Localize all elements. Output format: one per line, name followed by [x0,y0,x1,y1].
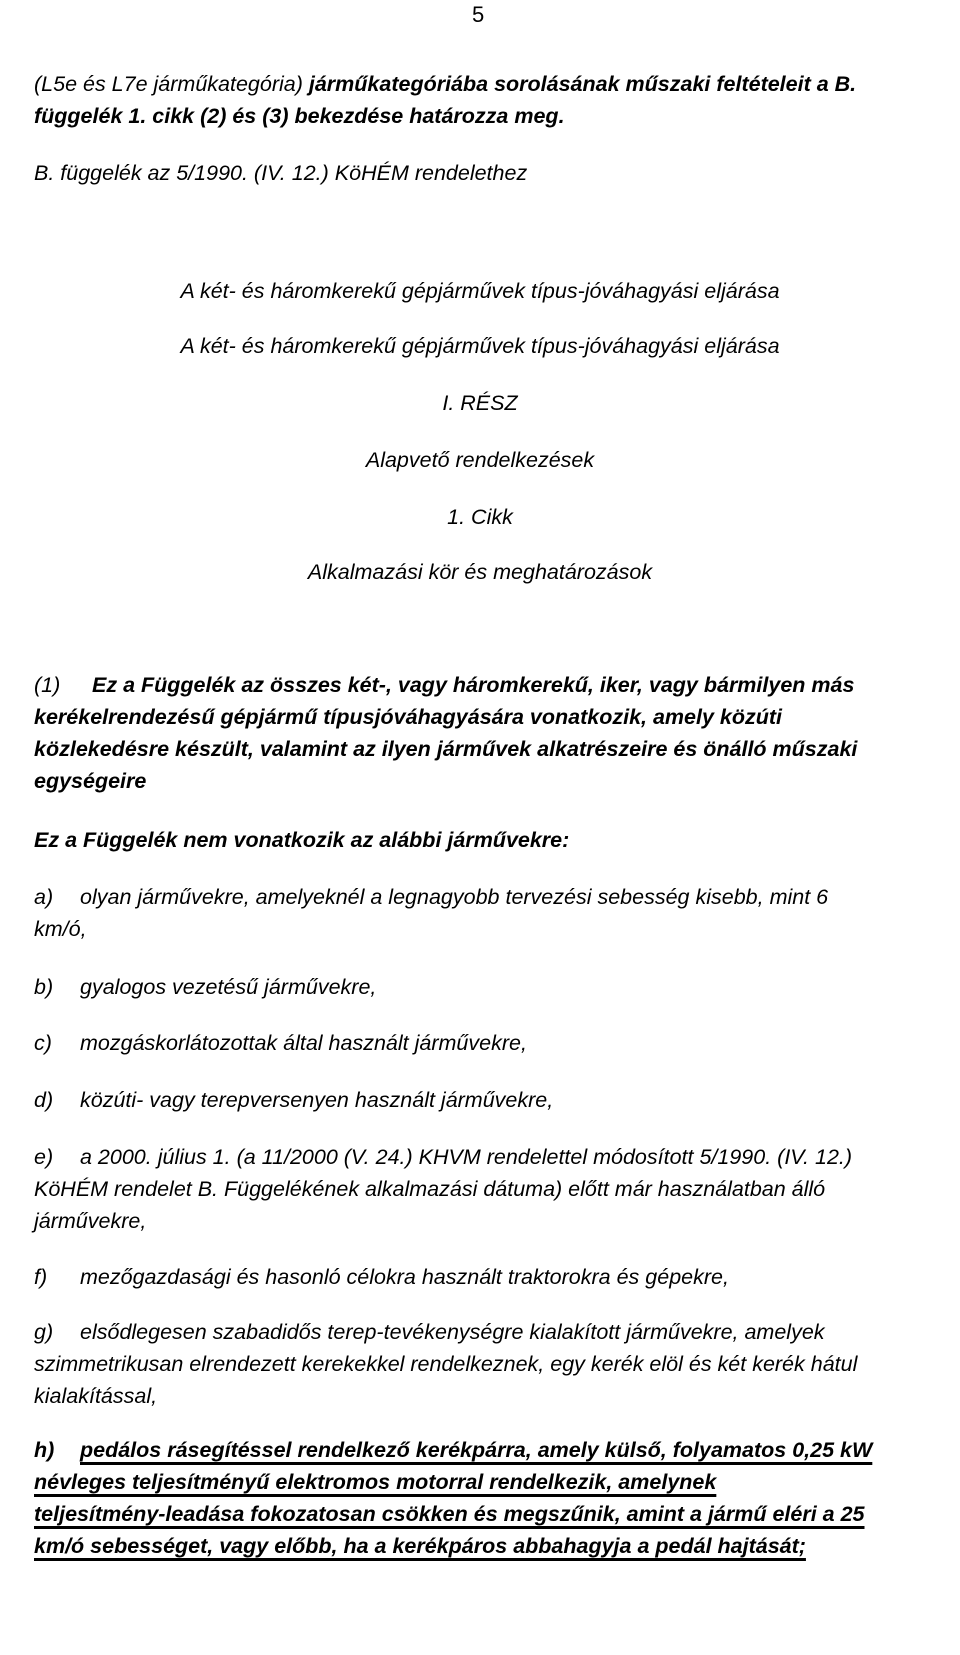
item-g-line-1 [34,1322,825,1344]
item-h-line-1 [34,1440,872,1462]
para-1-line-4: egységeire [34,769,147,793]
item-g-line-3: kialakítással, [34,1384,158,1408]
item-f-label: f) [34,1265,48,1289]
item-h-line-3: teljesítmény-leadása fokozatosan csökken és megszűnik, amint a jármű eléri a 25 [34,1502,865,1526]
intro-line-2: függelék 1. cikk (2) és (3) bekezdése határozza meg. [34,104,565,128]
page-number: 5 [472,2,485,27]
item-a-line-2: km/ó, [34,917,87,941]
item-e-line-3: járművekre, [34,1209,147,1233]
item-c-label: c) [34,1031,52,1055]
item-b-label: b) [34,975,54,999]
article-title: Alkalmazási kör és meghatározások [307,560,653,584]
item-c [34,1033,527,1055]
exclusion-intro: Ez a Függelék nem vonatkozik az alábbi járművekre: [34,828,570,852]
item-d [34,1090,553,1112]
item-d-text: közúti- vagy terepversenyen használt járművekre, [80,1088,554,1112]
item-b [34,977,376,999]
article-heading: 1. Cikk [447,505,513,529]
heading-1: A két- és háromkerekű gépjárművek típus-jóváhagyási eljárása [180,279,780,303]
item-g-line-2: szimmetrikusan elrendezett kerekekkel rendelkeznek, egy kerék elöl és két kerék hátul [34,1352,858,1376]
para-1-line-3: közlekedésre készült, valamint az ilyen járművek alkatrészeire és önálló műszaki [34,737,858,761]
item-e-line-1 [34,1147,852,1169]
item-e-label: e) [34,1145,54,1169]
item-g-text: elsődlegesen szabadidős terep-tevékenységre kialakított járművekre, amelyek [80,1320,825,1344]
item-h-line-2: névleges teljesítményű elektromos motorral rendelkezik, amelynek [34,1470,717,1494]
item-b-text: gyalogos vezetésű járművekre, [80,975,377,999]
intro-line-1 [34,74,856,96]
item-h-text: pedálos rásegítéssel rendelkező kerékpárra, amely külső, folyamatos 0,25 kW [80,1438,873,1462]
para-1-text: Ez a Függelék az összes két-, vagy háromkerekű, iker, vagy bármilyen más [92,673,855,697]
item-e-text: a 2000. július 1. (a 11/2000 (V. 24.) KHVM rendelettel módosított 5/1990. (IV. 12.) [80,1145,853,1169]
item-h-label: h) [34,1438,55,1462]
item-c-text: mozgáskorlátozottak által használt járművekre, [80,1031,527,1055]
item-f [34,1267,729,1289]
para-1-line-2: kerékelrendezésű gépjármű típusjóváhagyására vonatkozik, amely közúti [34,705,783,729]
intro-plain-text: (L5e és L7e járműkategória) [34,72,309,96]
heading-2: A két- és háromkerekű gépjárművek típus-jóváhagyási eljárása [180,334,780,358]
para-1-label: (1) [34,673,61,697]
appendix-reference: B. függelék az 5/1990. (IV. 12.) KöHÉM rendelethez [34,161,528,185]
item-a-line-1 [34,887,828,909]
item-a-text: olyan járművekre, amelyeknél a legnagyobb tervezési sebesség kisebb, mint 6 [80,885,829,909]
part-title: Alapvető rendelkezések [365,448,595,472]
item-h-line-4: km/ó sebességet, vagy előbb, ha a kerékpáros abbahagyja a pedál hajtását; [34,1534,806,1558]
item-a-label: a) [34,885,54,909]
item-e-line-2: KöHÉM rendelet B. Függelékének alkalmazási dátuma) előtt már használatban álló [34,1177,826,1201]
item-g-label: g) [34,1320,54,1344]
item-d-label: d) [34,1088,54,1112]
part-heading: I. RÉSZ [442,391,518,415]
intro-bold-text: járműkategóriába sorolásának műszaki feltételeit a B. [308,72,857,96]
para-1-line-1 [34,675,854,697]
item-f-text: mezőgazdasági és hasonló célokra használt traktorokra és gépekre, [80,1265,729,1289]
